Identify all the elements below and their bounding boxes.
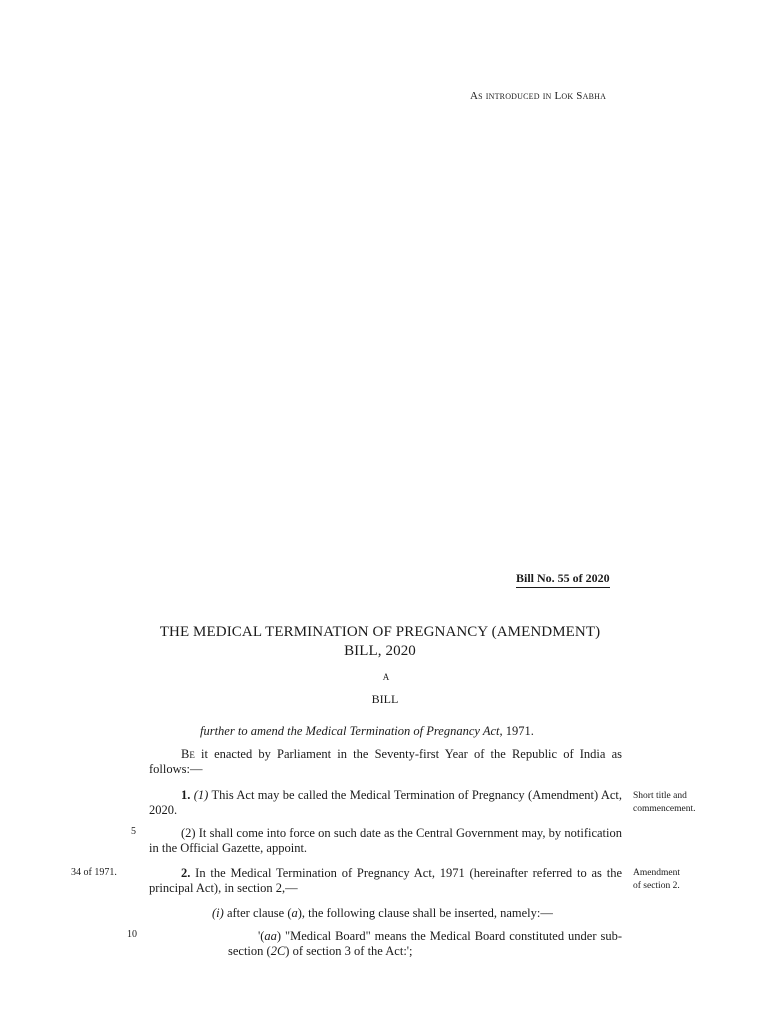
clause-i-ref: a (291, 906, 298, 920)
clause-aa-text2: ) of section 3 of the Act:'; (285, 944, 413, 958)
purpose-italic: further to amend the Medical Termination of Pregnancy Act, (200, 724, 503, 738)
line-number-5: 5 (131, 826, 136, 837)
enacting-formula (149, 747, 622, 777)
section-1-2 (149, 826, 622, 856)
enacting-be: Be (181, 747, 195, 761)
margin-note-amendment-line1: Amendment (633, 868, 680, 878)
line-number-10: 10 (127, 929, 137, 940)
section-2-number: 2. (181, 866, 191, 880)
margin-note-short-title (633, 790, 723, 816)
section-2-clause-i (212, 906, 622, 921)
section-2 (149, 866, 622, 896)
margin-note-amendment (633, 867, 723, 893)
bill-title-line2: BILL, 2020 (344, 643, 416, 659)
section-1-1-text: This Act may be called the Medical Termination of Pregnancy (Amendment) Act, 2020. (149, 788, 622, 817)
section-1-2-text: It shall come into force on such date as the Central Government may, by notification in the Official Gazette, appoint. (149, 826, 622, 855)
bill-number: Bill No. 55 of 2020 (516, 571, 610, 588)
section-1-1-sub: (1) (193, 788, 209, 802)
margin-note-short-title-line1: Short title and (633, 791, 687, 801)
clause-i-label: (i) (212, 906, 224, 920)
clause-aa-label: aa (264, 929, 277, 943)
clause-aa-open: '( (258, 929, 265, 943)
purpose-year: 1971. (502, 724, 534, 738)
section-1-number: 1. (181, 788, 191, 802)
clause-aa-subsection: 2C (270, 944, 286, 958)
clause-i-text-a: after clause ( (223, 906, 292, 920)
section-1-2-sub: (2) (181, 826, 196, 840)
section-2-text: In the Medical Termination of Pregnancy Act, 1971 (hereinafter referred to as the principal Act), in section 2,— (149, 866, 622, 895)
margin-note-amendment-line2: of section 2. (633, 881, 680, 891)
bill-title (140, 623, 620, 661)
enacting-text: it enacted by Parliament in the Seventy-first Year of the Republic of India as follows:— (149, 747, 622, 776)
act-reference-note: 34 of 1971. (71, 867, 117, 878)
clause-aa-text1: ) "Medical Board" means the Medical Board constituted under sub-section ( (228, 929, 622, 958)
bill-label: BILL (371, 692, 399, 706)
bill-purpose (200, 724, 620, 739)
clause-i-text-b: ), the following clause shall be inserted, namely:— (297, 906, 553, 920)
a-label: A (382, 672, 390, 682)
bill-title-line1: THE MEDICAL TERMINATION OF PREGNANCY (AMENDMENT) (159, 624, 601, 640)
section-1-1 (149, 788, 622, 818)
margin-note-short-title-line2: commencement. (633, 804, 696, 814)
introduced-header: As introduced in Lok Sabha (470, 90, 607, 102)
clause-aa-definition (228, 929, 622, 959)
